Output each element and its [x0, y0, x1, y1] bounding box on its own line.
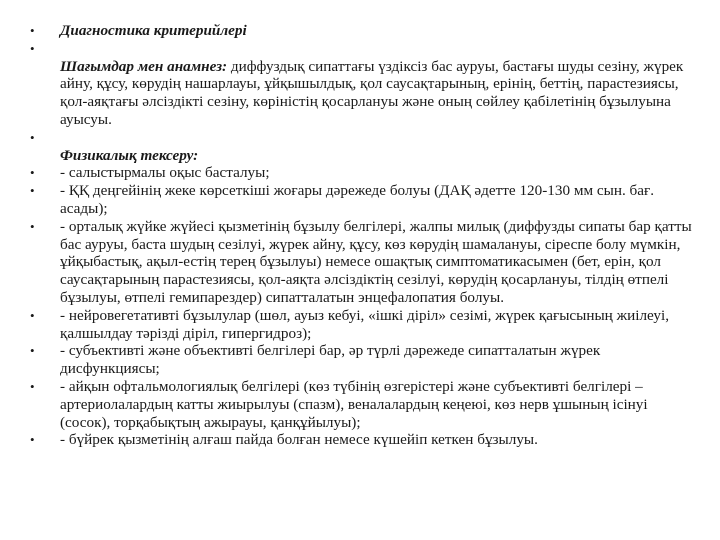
bullet-icon: • [30, 129, 35, 145]
list-item [30, 22, 698, 40]
complaints-text: диффуздық сипаттағы үздіксіз бас ауруы, бастағы шуды сезіну, жүрек айну, құсу, көрудің нашарлауы, ұйқышылдық, қол саусақтарының, ерінің, беттің, парастезиясы, қол-аяқтағы әлсіздікті сезіну, көріністің қосарлануы және оның сөйлеу қабілетінің бұзылуына ауысуы. [60, 57, 684, 128]
bullet-icon: • [30, 378, 35, 394]
list-item [30, 342, 698, 378]
complaints-lead: Шағымдар мен анамнез: [60, 57, 228, 75]
bullet-icon: • [30, 218, 35, 234]
bullet-icon: • [30, 165, 35, 181]
list-item [30, 307, 698, 343]
item-text: - бүйрек қызметінің алғаш пайда болған немесе күшейіп кеткен бұзылуы. [60, 431, 538, 449]
bullet-icon: • [30, 307, 35, 323]
list-item [30, 182, 698, 218]
bullet-icon: • [30, 183, 35, 199]
item-text: - орталық жүйке жүйесі қызметінің бұзылу белгілері, жалпы милық (диффузды сипаты бар қатты бас ауруы, баста шудың сезілуі, жүрек айну, құсу, көз көрудің шамалануы, сіреспе болу мүмкін, ұйқыбастық, ақыл-естің терең бұзылуы) немесе ошақтық симптоматикасымен (бет, ерін, қол саусақтарының парастезиясы, қол-аяқта әлсіздіктің сезілуі, көрудің қосарлануы, тілдің өтпелі бұзылуы, өтпелі гемипарездер) сипатталатын энцефалопатия болуы. [60, 217, 692, 306]
item-text: - нейровегетативті бұзылулар (шөл, ауыз кебуі, «ішкі діріл» сезімі, жүрек қағысының жиілеуі, қалшылдау тәрізді діріл, гипергидроз); [60, 306, 670, 342]
list-item [30, 40, 698, 58]
section-title: Диагностика критерийлері [60, 22, 247, 39]
list-item [30, 129, 698, 147]
bullet-icon: • [30, 343, 35, 359]
item-text: - ҚҚ деңгейінің жеке көрсеткіші жоғары дәрежеде болуы (ДАҚ әдетте 120-130 мм сын. бағ. асады); [60, 182, 655, 217]
item-text: - субъективті және объективті белгілері бар, әр түрлі дәрежеде сипатталатын жүрек дисфункциясы; [60, 342, 601, 378]
bullet-icon: • [30, 23, 35, 38]
list-item [30, 431, 698, 449]
bullet-icon: • [30, 432, 35, 448]
list-item [30, 378, 698, 431]
bullet-icon: • [30, 40, 35, 56]
item-text: - айқын офтальмологиялық белгілері (көз түбінің өзгерістері және субъективті белгілері – артериолалардың катты жиырылуы (спазм), веналалардың кеңеюі, көз нерв ұшының ісінуі (сосок), торқабықтың ажырауы, қанқұйылуы); [60, 377, 648, 431]
list-item [30, 147, 698, 165]
list-item [30, 164, 698, 182]
list-item [30, 58, 698, 129]
item-text: - салыстырмалы оқыс басталуы; [60, 164, 270, 182]
bullet-list [30, 22, 698, 449]
list-item [30, 218, 698, 307]
exam-subheading: Физикалық тексеру: [60, 146, 199, 164]
